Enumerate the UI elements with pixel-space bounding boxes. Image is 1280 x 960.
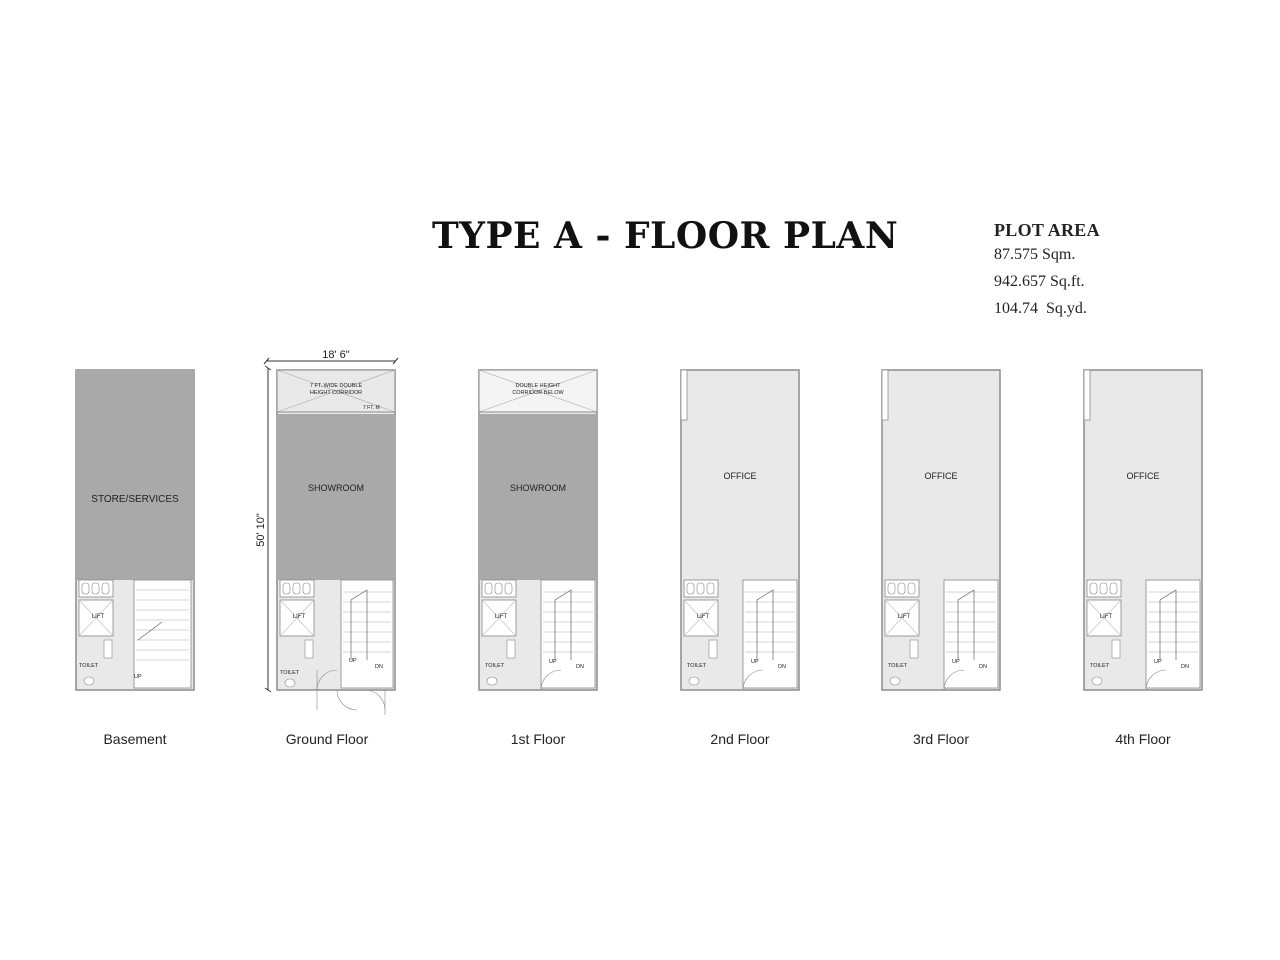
showroom-area: [277, 414, 395, 580]
plot-area-sqyd: 104.74 Sq.yd.: [994, 300, 1087, 317]
floor-plan-1st-floor: [479, 370, 597, 690]
depth-dimension-label: 50' 10": [255, 513, 267, 547]
caption-2nd-floor: 2nd Floor: [710, 731, 770, 747]
corridor-label-1: 7 FT. WIDE DOUBLE: [309, 383, 363, 389]
room-label-store: STORE/SERVICES: [91, 494, 179, 505]
floor-plan-2nd-floor: [681, 370, 799, 690]
toilet-label: TOILET: [888, 663, 908, 669]
down-label: DN: [576, 664, 584, 670]
down-label: DN: [979, 664, 987, 670]
room-label-office: OFFICE: [723, 471, 757, 481]
up-label: UP: [549, 659, 557, 665]
floor-plan-ground-floor: [277, 370, 395, 715]
lift-label: LIFT: [897, 614, 911, 620]
down-label: DN: [1181, 664, 1189, 670]
toilet-label: TOILET: [79, 663, 99, 669]
toilet-label: TOILET: [280, 670, 300, 676]
caption-3rd-floor: 3rd Floor: [912, 731, 970, 747]
store-area: [76, 370, 194, 580]
room-label-office: OFFICE: [1126, 471, 1160, 481]
lift-label: LIFT: [494, 614, 508, 620]
caption-1st-floor: 1st Floor: [510, 731, 566, 747]
width-dimension-label: 18' 6": [322, 349, 350, 361]
floor-plan-3rd-floor: [882, 370, 1000, 690]
toilet-label: TOILET: [485, 663, 505, 669]
corridor-width-label: 7 FT. M: [363, 405, 380, 411]
lift-label: LIFT: [91, 614, 105, 620]
floor-plan-4th-floor: [1084, 370, 1202, 690]
up-label: UP: [134, 674, 142, 680]
room-label-showroom: SHOWROOM: [308, 483, 364, 493]
room-label-office: OFFICE: [924, 471, 958, 481]
page-title: TYPE A - FLOOR PLAN: [432, 215, 899, 257]
room-label-showroom: SHOWROOM: [510, 483, 566, 493]
corridor-below-label-2: CORRIDOR BELOW: [512, 390, 564, 396]
plot-area-sqft: 942.657 Sq.ft.: [994, 273, 1085, 290]
up-label: UP: [952, 659, 960, 665]
up-label: UP: [1154, 659, 1162, 665]
corridor-below-label-1: DOUBLE HEIGHT: [515, 383, 561, 389]
depth-dimension: [255, 366, 271, 692]
staircase: [1146, 580, 1200, 688]
up-label: UP: [751, 659, 759, 665]
down-label: DN: [778, 664, 786, 670]
down-label: DN: [375, 664, 383, 670]
caption-ground-floor: Ground Floor: [285, 731, 369, 747]
lift-label: LIFT: [696, 614, 710, 620]
staircase: [134, 580, 191, 688]
staircase: [541, 580, 595, 688]
toilet-label: TOILET: [687, 663, 707, 669]
lift-label: LIFT: [1099, 614, 1113, 620]
staircase: [743, 580, 797, 688]
up-label: UP: [349, 658, 357, 664]
caption-4th-floor: 4th Floor: [1115, 731, 1171, 747]
plot-area-heading: PLOT AREA: [994, 220, 1100, 240]
floor-plan-basement: [76, 370, 194, 690]
corridor-label-2: HEIGHT CORRIDOR: [309, 390, 363, 396]
staircase: [944, 580, 998, 688]
caption-basement: Basement: [103, 731, 167, 747]
plot-area-sqm: 87.575 Sqm.: [994, 246, 1076, 263]
lift-label: LIFT: [292, 614, 306, 620]
showroom-area: [479, 414, 597, 580]
toilet-label: TOILET: [1090, 663, 1110, 669]
width-dimension: [264, 349, 398, 364]
